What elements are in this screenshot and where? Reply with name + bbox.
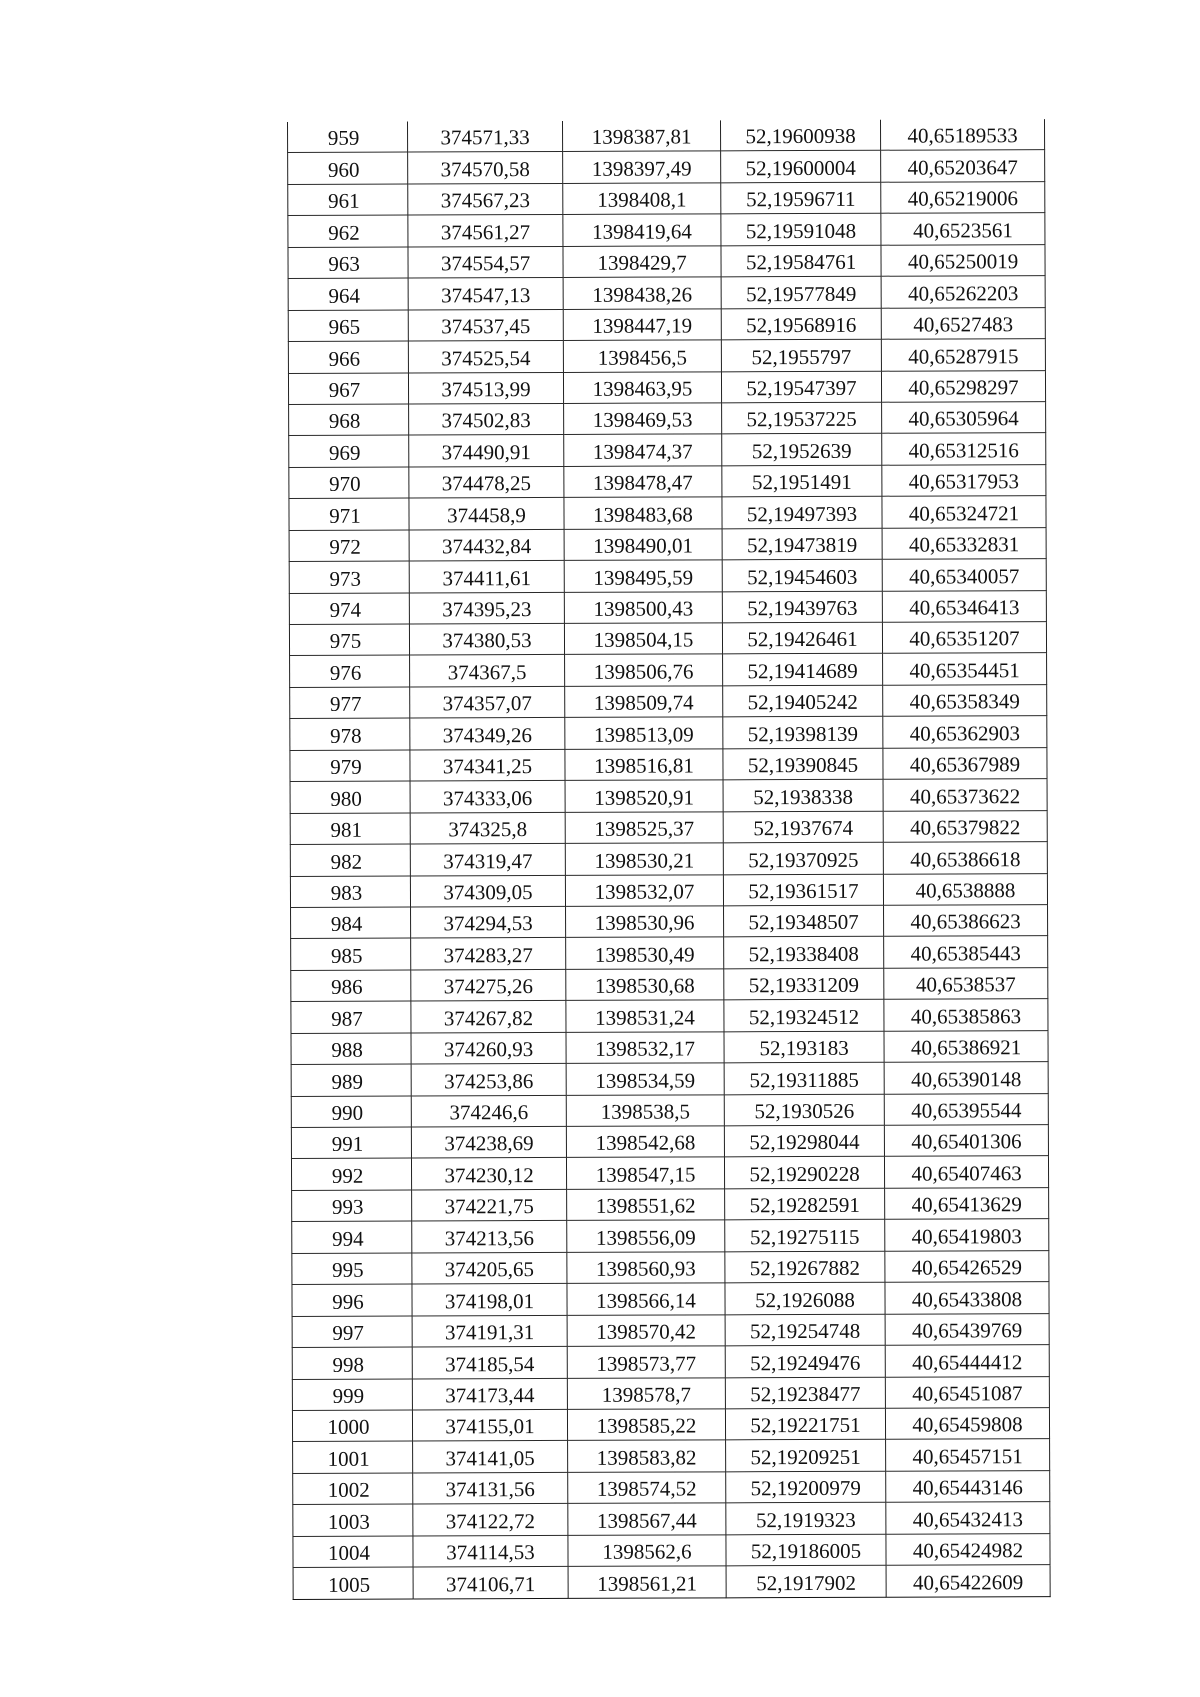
longitude-cell: 40,65358349 <box>883 684 1047 716</box>
table-row <box>293 1565 1050 1599</box>
longitude-cell: 40,65332831 <box>882 527 1046 559</box>
point-number-cell: 973 <box>289 561 409 593</box>
y-coordinate-cell: 1398530,96 <box>566 906 724 938</box>
table-row <box>293 1502 1050 1536</box>
y-coordinate-cell: 1398585,22 <box>567 1409 725 1441</box>
x-coordinate-cell: 374570,58 <box>408 152 563 184</box>
table-row <box>291 905 1048 939</box>
y-coordinate-cell: 1398495,59 <box>564 560 722 592</box>
latitude-cell: 52,19439763 <box>722 591 882 623</box>
point-number-cell: 1001 <box>293 1441 413 1473</box>
longitude-cell: 40,65444412 <box>885 1345 1049 1377</box>
latitude-cell: 52,193183 <box>724 1031 884 1063</box>
latitude-cell: 52,19361517 <box>723 874 883 906</box>
x-coordinate-cell: 374567,23 <box>408 183 563 215</box>
point-number-cell: 996 <box>292 1284 412 1316</box>
longitude-cell: 40,65439769 <box>885 1313 1049 1345</box>
longitude-cell: 40,65422609 <box>886 1565 1050 1597</box>
table-row <box>290 873 1047 907</box>
x-coordinate-cell: 374213,56 <box>412 1221 567 1253</box>
point-number-cell: 999 <box>292 1379 412 1411</box>
longitude-cell: 40,65324721 <box>882 496 1046 528</box>
point-number-cell: 1002 <box>293 1473 413 1505</box>
longitude-cell: 40,65385863 <box>884 999 1048 1031</box>
table-row <box>292 1219 1049 1253</box>
y-coordinate-cell: 1398478,47 <box>564 466 722 498</box>
longitude-cell: 40,65351207 <box>882 622 1046 654</box>
y-coordinate-cell: 1398500,43 <box>564 591 722 623</box>
latitude-cell: 52,19324512 <box>724 999 884 1031</box>
y-coordinate-cell: 1398574,52 <box>568 1472 726 1504</box>
latitude-cell: 52,1952639 <box>722 434 882 466</box>
y-coordinate-cell: 1398490,01 <box>564 529 722 561</box>
longitude-cell: 40,6527483 <box>881 307 1045 339</box>
x-coordinate-cell: 374122,72 <box>413 1504 568 1536</box>
latitude-cell: 52,19537225 <box>722 402 882 434</box>
table-row <box>288 370 1045 404</box>
y-coordinate-cell: 1398516,81 <box>565 749 723 781</box>
x-coordinate-cell: 374198,01 <box>412 1284 567 1316</box>
latitude-cell: 52,1930526 <box>724 1094 884 1126</box>
table-row <box>289 402 1046 436</box>
y-coordinate-cell: 1398562,6 <box>568 1535 726 1567</box>
table-row <box>292 1376 1049 1410</box>
latitude-cell: 52,19238477 <box>725 1377 885 1409</box>
x-coordinate-cell: 374114,53 <box>413 1535 568 1567</box>
longitude-cell: 40,65367989 <box>883 747 1047 779</box>
longitude-cell: 40,65390148 <box>884 1062 1048 1094</box>
latitude-cell: 52,1919323 <box>726 1502 886 1534</box>
latitude-cell: 52,19275115 <box>725 1220 885 1252</box>
point-number-cell: 971 <box>289 498 409 530</box>
longitude-cell: 40,65443146 <box>886 1470 1050 1502</box>
longitude-cell: 40,65250019 <box>881 244 1045 276</box>
x-coordinate-cell: 374525,54 <box>408 341 563 373</box>
point-number-cell: 997 <box>292 1316 412 1348</box>
point-number-cell: 961 <box>288 184 408 216</box>
latitude-cell: 52,19209251 <box>726 1440 886 1472</box>
y-coordinate-cell: 1398506,76 <box>565 654 723 686</box>
latitude-cell: 52,1955797 <box>721 339 881 371</box>
x-coordinate-cell: 374106,71 <box>413 1567 568 1599</box>
point-number-cell: 984 <box>291 907 411 939</box>
x-coordinate-cell: 374275,26 <box>411 969 566 1001</box>
y-coordinate-cell: 1398525,37 <box>565 811 723 843</box>
longitude-cell: 40,6523561 <box>881 213 1045 245</box>
point-number-cell: 1000 <box>292 1410 412 1442</box>
table-row <box>291 967 1048 1001</box>
longitude-cell: 40,65386623 <box>884 905 1048 937</box>
longitude-cell: 40,65189533 <box>880 119 1044 151</box>
table-row <box>290 716 1047 750</box>
table-row <box>292 1250 1049 1284</box>
y-coordinate-cell: 1398408,1 <box>563 183 721 215</box>
x-coordinate-cell: 374173,44 <box>412 1378 567 1410</box>
point-number-cell: 1003 <box>293 1504 413 1536</box>
point-number-cell: 974 <box>289 593 409 625</box>
table-row <box>289 433 1046 467</box>
x-coordinate-cell: 374357,07 <box>410 686 565 718</box>
y-coordinate-cell: 1398397,49 <box>563 151 721 183</box>
y-coordinate-cell: 1398556,09 <box>567 1220 725 1252</box>
y-coordinate-cell: 1398474,37 <box>564 434 722 466</box>
y-coordinate-cell: 1398509,74 <box>565 686 723 718</box>
table-row <box>289 527 1046 561</box>
x-coordinate-cell: 374191,31 <box>412 1315 567 1347</box>
latitude-cell: 52,19600938 <box>720 120 880 152</box>
table-row <box>291 936 1048 970</box>
table-row <box>289 559 1046 593</box>
y-coordinate-cell: 1398530,49 <box>566 937 724 969</box>
longitude-cell: 40,65457151 <box>886 1439 1050 1471</box>
latitude-cell: 52,19338408 <box>724 937 884 969</box>
y-coordinate-cell: 1398419,64 <box>563 214 721 246</box>
longitude-cell: 40,65459808 <box>885 1408 1049 1440</box>
x-coordinate-cell: 374571,33 <box>407 121 562 153</box>
x-coordinate-cell: 374458,9 <box>409 498 564 530</box>
longitude-cell: 40,65407463 <box>884 1156 1048 1188</box>
longitude-cell: 40,65312516 <box>882 433 1046 465</box>
x-coordinate-cell: 374155,01 <box>412 1409 567 1441</box>
point-number-cell: 980 <box>290 781 410 813</box>
longitude-cell: 40,65219006 <box>881 181 1045 213</box>
longitude-cell: 40,65298297 <box>881 370 1045 402</box>
table-row <box>289 622 1046 656</box>
x-coordinate-cell: 374309,05 <box>410 875 565 907</box>
y-coordinate-cell: 1398532,07 <box>565 874 723 906</box>
table-row <box>293 1470 1050 1504</box>
latitude-cell: 52,19331209 <box>724 968 884 1000</box>
longitude-cell: 40,65379822 <box>883 810 1047 842</box>
table-row <box>292 1345 1049 1379</box>
point-number-cell: 979 <box>290 750 410 782</box>
table-row <box>290 810 1047 844</box>
y-coordinate-cell: 1398429,7 <box>563 246 721 278</box>
longitude-cell: 40,65433808 <box>885 1282 1049 1314</box>
point-number-cell: 1004 <box>293 1536 413 1568</box>
point-number-cell: 986 <box>291 970 411 1002</box>
latitude-cell: 52,19254748 <box>725 1314 885 1346</box>
longitude-cell: 40,65346413 <box>882 590 1046 622</box>
longitude-cell: 40,65413629 <box>885 1187 1049 1219</box>
y-coordinate-cell: 1398570,42 <box>567 1314 725 1346</box>
latitude-cell: 52,1937674 <box>723 811 883 843</box>
point-number-cell: 982 <box>290 844 410 876</box>
latitude-cell: 52,19348507 <box>724 905 884 937</box>
latitude-cell: 52,19186005 <box>726 1534 886 1566</box>
table-row <box>292 1408 1049 1442</box>
longitude-cell: 40,65426529 <box>885 1250 1049 1282</box>
point-number-cell: 993 <box>292 1190 412 1222</box>
latitude-cell: 52,19398139 <box>723 717 883 749</box>
point-number-cell: 992 <box>291 1158 411 1190</box>
x-coordinate-cell: 374294,53 <box>411 906 566 938</box>
latitude-cell: 52,1926088 <box>725 1282 885 1314</box>
point-number-cell: 962 <box>288 215 408 247</box>
table-row <box>290 684 1047 718</box>
latitude-cell: 52,19311885 <box>724 1062 884 1094</box>
latitude-cell: 52,19298044 <box>724 1125 884 1157</box>
y-coordinate-cell: 1398520,91 <box>565 780 723 812</box>
latitude-cell: 52,19370925 <box>723 842 883 874</box>
latitude-cell: 52,19568916 <box>721 308 881 340</box>
y-coordinate-cell: 1398561,21 <box>568 1566 726 1598</box>
x-coordinate-cell: 374131,56 <box>413 1472 568 1504</box>
x-coordinate-cell: 374253,86 <box>411 1064 566 1096</box>
latitude-cell: 52,19600004 <box>721 151 881 183</box>
latitude-cell: 52,19414689 <box>723 654 883 686</box>
table-row <box>290 653 1047 687</box>
table-row <box>288 181 1045 215</box>
longitude-cell: 40,65419803 <box>885 1219 1049 1251</box>
longitude-cell: 40,65305964 <box>882 402 1046 434</box>
x-coordinate-cell: 374238,69 <box>411 1126 566 1158</box>
point-number-cell: 960 <box>288 152 408 184</box>
x-coordinate-cell: 374537,45 <box>408 309 563 341</box>
longitude-cell: 40,65373622 <box>883 779 1047 811</box>
table-row <box>289 464 1046 498</box>
table-row <box>291 999 1048 1033</box>
x-coordinate-cell: 374561,27 <box>408 215 563 247</box>
longitude-cell: 40,65354451 <box>883 653 1047 685</box>
longitude-cell: 40,65203647 <box>881 150 1045 182</box>
longitude-cell: 40,6538888 <box>883 873 1047 905</box>
y-coordinate-cell: 1398534,59 <box>566 1063 724 1095</box>
latitude-cell: 52,1917902 <box>726 1565 886 1597</box>
point-number-cell: 1005 <box>293 1567 413 1599</box>
x-coordinate-cell: 374395,23 <box>409 592 564 624</box>
latitude-cell: 52,19473819 <box>722 528 882 560</box>
longitude-cell: 40,65386921 <box>884 1030 1048 1062</box>
x-coordinate-cell: 374478,25 <box>409 466 564 498</box>
point-number-cell: 998 <box>292 1347 412 1379</box>
point-number-cell: 968 <box>289 404 409 436</box>
x-coordinate-cell: 374185,54 <box>412 1346 567 1378</box>
x-coordinate-cell: 374349,26 <box>410 718 565 750</box>
x-coordinate-cell: 374205,65 <box>412 1252 567 1284</box>
y-coordinate-cell: 1398531,24 <box>566 1000 724 1032</box>
point-number-cell: 965 <box>288 310 408 342</box>
table-row <box>288 307 1045 341</box>
table-row <box>292 1282 1049 1316</box>
latitude-cell: 52,19454603 <box>722 559 882 591</box>
latitude-cell: 52,19426461 <box>722 622 882 654</box>
point-number-cell: 970 <box>289 467 409 499</box>
x-coordinate-cell: 374513,99 <box>408 372 563 404</box>
x-coordinate-cell: 374432,84 <box>409 529 564 561</box>
x-coordinate-cell: 374221,75 <box>412 1189 567 1221</box>
table-row <box>288 276 1045 310</box>
latitude-cell: 52,19390845 <box>723 748 883 780</box>
point-number-cell: 981 <box>290 813 410 845</box>
y-coordinate-cell: 1398538,5 <box>566 1094 724 1126</box>
y-coordinate-cell: 1398504,15 <box>564 623 722 655</box>
table-row <box>289 496 1046 530</box>
longitude-cell: 40,65401306 <box>884 1125 1048 1157</box>
x-coordinate-cell: 374411,61 <box>409 561 564 593</box>
point-number-cell: 966 <box>288 341 408 373</box>
point-number-cell: 976 <box>290 655 410 687</box>
table-row <box>293 1439 1050 1473</box>
x-coordinate-cell: 374230,12 <box>411 1158 566 1190</box>
longitude-cell: 40,65340057 <box>882 559 1046 591</box>
x-coordinate-cell: 374141,05 <box>413 1441 568 1473</box>
longitude-cell: 40,6538537 <box>884 967 1048 999</box>
table-row <box>288 244 1045 278</box>
y-coordinate-cell: 1398513,09 <box>565 717 723 749</box>
x-coordinate-cell: 374267,82 <box>411 1001 566 1033</box>
point-number-cell: 987 <box>291 1001 411 1033</box>
x-coordinate-cell: 374380,53 <box>409 623 564 655</box>
latitude-cell: 52,19405242 <box>723 685 883 717</box>
y-coordinate-cell: 1398530,68 <box>566 969 724 1001</box>
latitude-cell: 52,19547397 <box>721 371 881 403</box>
x-coordinate-cell: 374367,5 <box>410 655 565 687</box>
y-coordinate-cell: 1398547,15 <box>566 1157 724 1189</box>
x-coordinate-cell: 374260,93 <box>411 1032 566 1064</box>
point-number-cell: 991 <box>291 1127 411 1159</box>
y-coordinate-cell: 1398551,62 <box>567 1189 725 1221</box>
x-coordinate-cell: 374502,83 <box>409 403 564 435</box>
longitude-cell: 40,65362903 <box>883 716 1047 748</box>
point-number-cell: 990 <box>291 1096 411 1128</box>
latitude-cell: 52,19591048 <box>721 214 881 246</box>
table-row <box>290 747 1047 781</box>
latitude-cell: 52,19249476 <box>725 1345 885 1377</box>
y-coordinate-cell: 1398578,7 <box>567 1377 725 1409</box>
y-coordinate-cell: 1398387,81 <box>562 120 720 152</box>
point-number-cell: 972 <box>289 530 409 562</box>
point-number-cell: 988 <box>291 1033 411 1065</box>
table-row <box>291 1125 1048 1159</box>
latitude-cell: 52,1951491 <box>722 465 882 497</box>
latitude-cell: 52,19596711 <box>721 182 881 214</box>
point-number-cell: 967 <box>288 373 408 405</box>
point-number-cell: 969 <box>289 435 409 467</box>
point-number-cell: 977 <box>290 687 410 719</box>
y-coordinate-cell: 1398469,53 <box>564 403 722 435</box>
longitude-cell: 40,65424982 <box>886 1533 1050 1565</box>
table-row <box>292 1187 1049 1221</box>
x-coordinate-cell: 374341,25 <box>410 749 565 781</box>
table-row <box>288 119 1045 153</box>
table-row <box>293 1533 1050 1567</box>
longitude-cell: 40,65432413 <box>886 1502 1050 1534</box>
y-coordinate-cell: 1398542,68 <box>566 1126 724 1158</box>
x-coordinate-cell: 374490,91 <box>409 435 564 467</box>
x-coordinate-cell: 374333,06 <box>410 781 565 813</box>
latitude-cell: 52,19200979 <box>726 1471 886 1503</box>
y-coordinate-cell: 1398566,14 <box>567 1283 725 1315</box>
x-coordinate-cell: 374325,8 <box>410 812 565 844</box>
y-coordinate-cell: 1398456,5 <box>563 340 721 372</box>
y-coordinate-cell: 1398560,93 <box>567 1252 725 1284</box>
table-row <box>289 590 1046 624</box>
point-number-cell: 975 <box>289 624 409 656</box>
table-row <box>288 339 1045 373</box>
longitude-cell: 40,65262203 <box>881 276 1045 308</box>
table-row <box>290 842 1047 876</box>
point-number-cell: 989 <box>291 1064 411 1096</box>
y-coordinate-cell: 1398532,17 <box>566 1032 724 1064</box>
table-row <box>288 213 1045 247</box>
latitude-cell: 52,19267882 <box>725 1251 885 1283</box>
coordinate-table-body <box>288 119 1051 1599</box>
x-coordinate-cell: 374547,13 <box>408 278 563 310</box>
latitude-cell: 52,19577849 <box>721 276 881 308</box>
y-coordinate-cell: 1398530,21 <box>565 843 723 875</box>
table-row <box>291 1156 1048 1190</box>
y-coordinate-cell: 1398447,19 <box>563 308 721 340</box>
table-row <box>291 1030 1048 1064</box>
point-number-cell: 964 <box>288 278 408 310</box>
x-coordinate-cell: 374554,57 <box>408 246 563 278</box>
point-number-cell: 978 <box>290 718 410 750</box>
y-coordinate-cell: 1398573,77 <box>567 1346 725 1378</box>
x-coordinate-cell: 374246,6 <box>411 1095 566 1127</box>
point-number-cell: 963 <box>288 247 408 279</box>
longitude-cell: 40,65287915 <box>881 339 1045 371</box>
latitude-cell: 52,19221751 <box>725 1408 885 1440</box>
x-coordinate-cell: 374319,47 <box>410 843 565 875</box>
latitude-cell: 52,19584761 <box>721 245 881 277</box>
point-number-cell: 985 <box>291 938 411 970</box>
longitude-cell: 40,65317953 <box>882 464 1046 496</box>
point-number-cell: 994 <box>292 1221 412 1253</box>
table-row <box>288 150 1045 184</box>
y-coordinate-cell: 1398567,44 <box>568 1503 726 1535</box>
y-coordinate-cell: 1398463,95 <box>563 371 721 403</box>
y-coordinate-cell: 1398438,26 <box>563 277 721 309</box>
latitude-cell: 52,19290228 <box>724 1157 884 1189</box>
table-row <box>292 1313 1049 1347</box>
table-row <box>290 779 1047 813</box>
longitude-cell: 40,65385443 <box>884 936 1048 968</box>
point-number-cell: 959 <box>288 122 408 153</box>
table-row <box>291 1093 1048 1127</box>
longitude-cell: 40,65395544 <box>884 1093 1048 1125</box>
table-row <box>291 1062 1048 1096</box>
y-coordinate-cell: 1398483,68 <box>564 497 722 529</box>
longitude-cell: 40,65451087 <box>885 1376 1049 1408</box>
longitude-cell: 40,65386618 <box>883 842 1047 874</box>
latitude-cell: 52,19497393 <box>722 496 882 528</box>
coordinate-table <box>287 119 1051 1599</box>
x-coordinate-cell: 374283,27 <box>411 938 566 970</box>
point-number-cell: 995 <box>292 1253 412 1285</box>
latitude-cell: 52,1938338 <box>723 779 883 811</box>
point-number-cell: 983 <box>290 876 410 908</box>
latitude-cell: 52,19282591 <box>725 1188 885 1220</box>
y-coordinate-cell: 1398583,82 <box>568 1440 726 1472</box>
